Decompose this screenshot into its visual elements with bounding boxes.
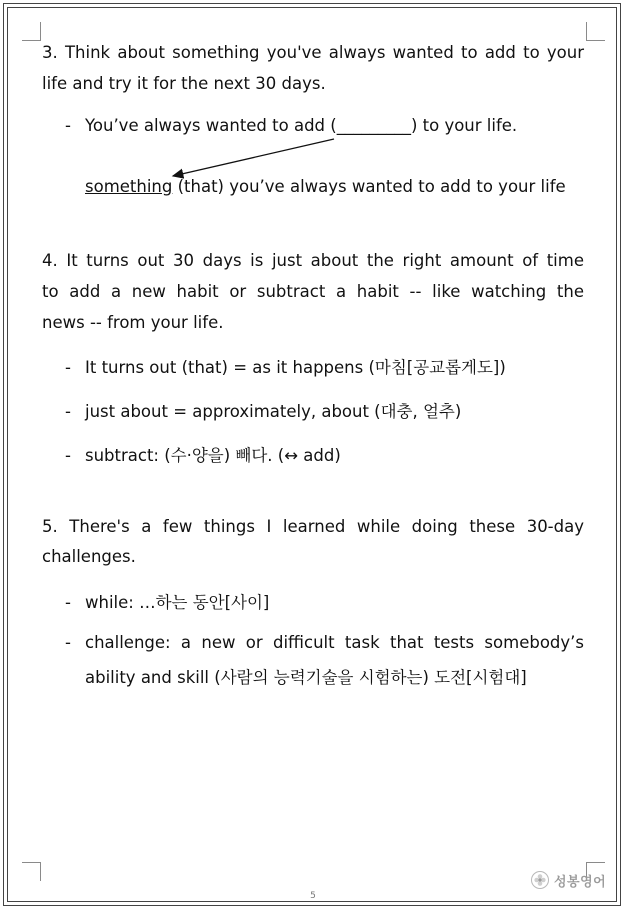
bullet-dash: - [65, 593, 71, 612]
q5-sentence-line-1: 5. There's a few things I learned while doing these 30-day [42, 517, 584, 536]
q3-note-text: You’ve always wanted to add (_________) to your life. [85, 116, 518, 135]
crop-mark-top-right [586, 22, 605, 41]
q4-note-2 [65, 401, 461, 423]
bullet-dash: - [65, 402, 71, 421]
publisher-logo [530, 870, 606, 890]
bullet-dash: - [65, 116, 71, 135]
q5-note-2-continuation: ability and skill (사람의 능력기술을 시험하는) 도전[시험대] [85, 668, 527, 687]
q5-note-1-text: while: …하는 동안[사이] [85, 593, 270, 612]
q4-sentence-line-2: to add a new habit or subtract a habit -- like watching the [42, 282, 584, 301]
page-number: 5 [310, 891, 316, 901]
q4-note-1 [65, 357, 506, 379]
q5-note-2 [65, 632, 584, 654]
q5-note-1 [65, 592, 269, 614]
q3-sentence-line-2: life and try it for the next 30 days. [42, 74, 326, 93]
crop-mark-top-left [22, 22, 41, 41]
flower-logo-icon [530, 870, 550, 890]
q3-note [65, 115, 517, 137]
q3-example-word: something [85, 177, 173, 196]
logo-text: 성봉영어 [554, 874, 607, 890]
bullet-dash: - [65, 633, 71, 652]
q4-sentence-line-3: news -- from your life. [42, 313, 224, 332]
q3-example [85, 176, 566, 198]
q4-note-1-text: It turns out (that) = as it happens (마침[공교롭게도]) [85, 358, 506, 377]
q4-note-3 [65, 445, 341, 467]
q4-note-3-text: subtract: (수·양을) 빼다. (↔ add) [85, 446, 341, 465]
q3-example-rest: (that) you’ve always wanted to add to your life [172, 177, 566, 196]
q5-sentence-line-2: challenges. [42, 547, 136, 566]
q4-note-2-text: just about = approximately, about (대충, 얼추) [85, 402, 462, 421]
q4-sentence-line-1: 4. It turns out 30 days is just about the right amount of time [42, 251, 584, 270]
bullet-dash: - [65, 446, 71, 465]
q5-note-2-text: challenge: a new or difficult task that tests somebody’s [85, 633, 584, 652]
q3-sentence-line-1: 3. Think about something you've always wanted to add to your [42, 43, 584, 62]
bullet-dash: - [65, 358, 71, 377]
crop-mark-bottom-left [22, 862, 41, 881]
